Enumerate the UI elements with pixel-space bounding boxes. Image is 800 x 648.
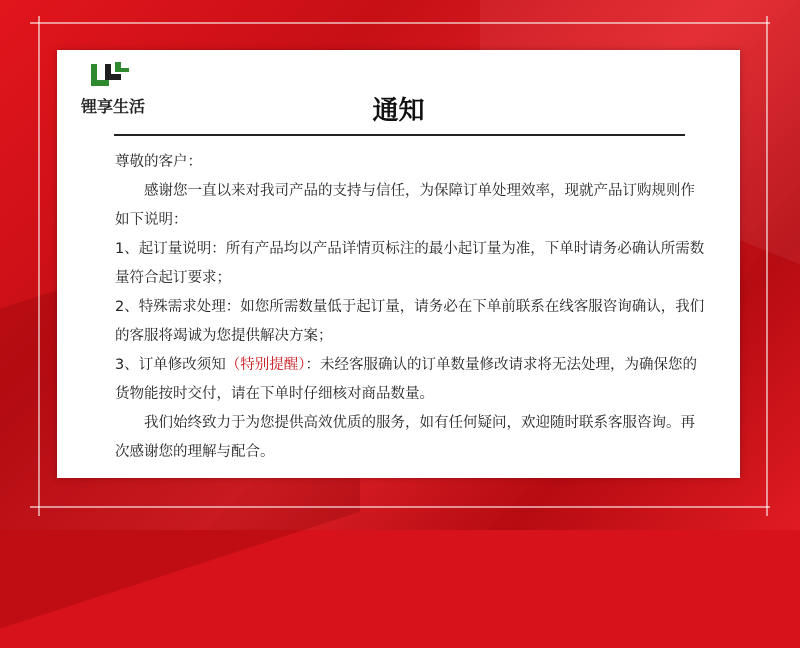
rule-item-3-prefix: 3、订单修改须知 bbox=[115, 357, 226, 373]
title-divider bbox=[114, 134, 685, 136]
brand-mark-icon bbox=[87, 60, 131, 90]
notice-body bbox=[115, 148, 705, 467]
special-reminder-highlight: （特别提醒） bbox=[225, 357, 306, 373]
frame-line bbox=[30, 22, 770, 24]
frame-line bbox=[766, 16, 768, 516]
rule-item-1: 1、起订量说明：所有产品均以产品详情页标注的最小起订量为准，下单时请务必确认所需数量符合起订要求； bbox=[115, 241, 705, 286]
brand-name: 锂享生活 bbox=[80, 97, 145, 116]
rule-item-3 bbox=[115, 351, 705, 409]
intro-paragraph: 感谢您一直以来对我司产品的支持与信任，为保障订单处理效率，现就产品订购规则作如下说明： bbox=[115, 183, 695, 228]
notice-card bbox=[57, 50, 740, 478]
greeting: 尊敬的客户： bbox=[115, 154, 202, 170]
rule-item-3-text: ：未经客服确认的订单数量修改请求将无法处理，为确保您的货物能按时交付，请在下单时仔细核对商品数量。 bbox=[115, 357, 697, 402]
frame-line bbox=[38, 16, 40, 516]
closing-paragraph: 我们始终致力于为您提供高效优质的服务，如有任何疑问，欢迎随时联系客服咨询。再次感谢您的理解与配合。 bbox=[115, 415, 695, 460]
page-title: 通知 bbox=[372, 96, 425, 126]
frame-line bbox=[30, 506, 770, 508]
rule-item-2: 2、特殊需求处理：如您所需数量低于起订量，请务必在下单前联系在线客服咨询确认，我们的客服将竭诚为您提供解决方案； bbox=[115, 299, 705, 344]
